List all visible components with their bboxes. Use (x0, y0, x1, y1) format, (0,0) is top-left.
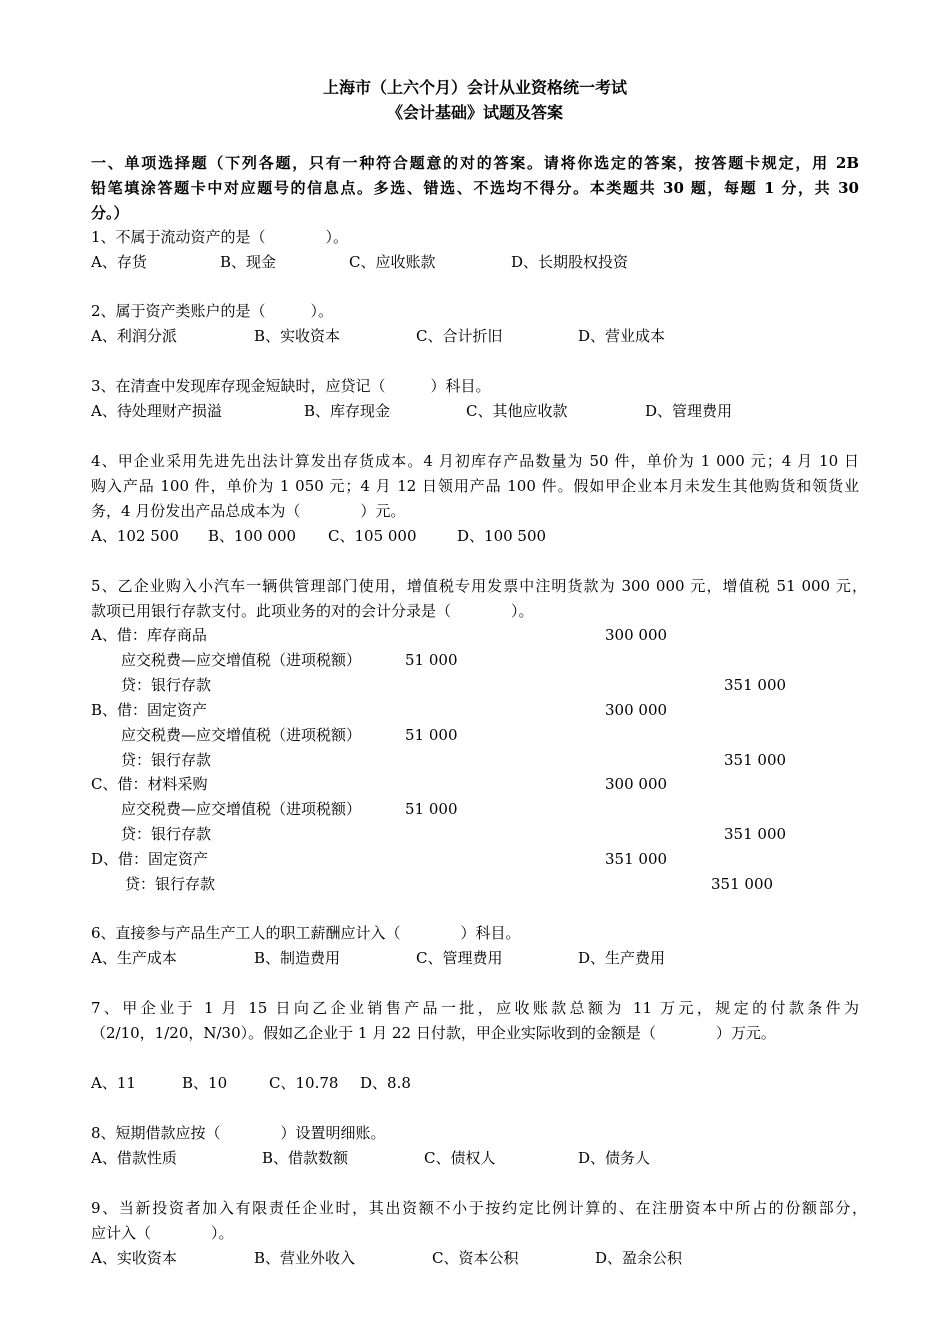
entry-debit-amount: 300 000 (605, 626, 668, 644)
option-c: C、其他应收款 (466, 402, 568, 420)
entry-credit-amount: 351 000 (724, 825, 787, 843)
question-stem-line: 4、甲企业采用先进先出法计算发出存货成本。4 月初库存产品数量为 50 件，单价为 1 000 元；4 月 10 日 (91, 452, 859, 470)
option-d: D、管理费用 (645, 402, 733, 420)
entry-debit: D、借：固定资产 (91, 850, 209, 868)
entry-debit: B、借：固定资产 (91, 701, 208, 719)
option-a: A、存货 (91, 253, 147, 271)
entry-debit: C、借：材料采购 (91, 775, 208, 793)
option-b: B、10 (182, 1074, 228, 1092)
question-stem: 3、在清查中发现库存现金短缺时，应贷记（ ）科目。 (91, 377, 491, 395)
option-a: A、待处理财产损溢 (91, 402, 222, 420)
entry-debit-tax-amount: 51 000 (405, 651, 458, 669)
option-c: C、10.78 (269, 1074, 339, 1092)
option-b: B、实收资本 (254, 327, 341, 345)
option-a: A、借款性质 (91, 1149, 177, 1167)
option-a: A、11 (91, 1074, 136, 1092)
option-c: C、应收账款 (349, 253, 436, 271)
option-b: B、营业外收入 (254, 1249, 356, 1267)
question-stem: 8、短期借款应按（ ）设置明细账。 (91, 1124, 386, 1142)
question-stem-line: 5、乙企业购入小汽车一辆供管理部门使用，增值税专用发票中注明货款为 300 000 元，增值税 51 000 元， (91, 577, 867, 595)
section-intro-line: 铅笔填涂答题卡中对应题号的信息点。多选、错选、不选均不得分。本类题共 30 题，每题 1 分，共 30 (91, 179, 859, 197)
option-c: C、管理费用 (416, 949, 503, 967)
section-intro-line: 一、单项选择题（下列各题，只有一种符合题意的对的答案。请将你选定的答案，按答题卡规定，用 2B (91, 154, 859, 172)
option-b: B、制造费用 (254, 949, 341, 967)
option-d: D、盈余公积 (595, 1249, 683, 1267)
question-stem-line: 9、当新投资者加入有限责任企业时，其出资额不小于按约定比例计算的、在注册资本中所占的份额部分， (91, 1199, 867, 1217)
question-stem-line: 款项已用银行存款支付。此项业务的对的会计分录是（ ）。 (91, 602, 534, 620)
entry-debit-tax-amount: 51 000 (405, 800, 458, 818)
question-stem-line: 购入产品 100 件，单价为 1 050 元；4 月 12 日领用产品 100 件。假如甲企业本月未发生其他购货和领货业 (91, 477, 859, 495)
option-c: C、105 000 (328, 527, 417, 545)
option-c: C、债权人 (424, 1149, 496, 1167)
option-d: D、营业成本 (578, 327, 666, 345)
question-stem: 1、不属于流动资产的是（ ）。 (91, 228, 349, 246)
question-stem-line: 应计入（ ）。 (91, 1224, 234, 1242)
page-subtitle: 《会计基础》试题及答案 (386, 103, 563, 122)
option-d: D、100 500 (457, 527, 547, 545)
entry-debit-amount: 351 000 (605, 850, 668, 868)
option-d: D、长期股权投资 (511, 253, 629, 271)
entry-credit-amount: 351 000 (724, 676, 787, 694)
option-c: C、资本公积 (432, 1249, 519, 1267)
entry-debit: A、借：库存商品 (91, 626, 207, 644)
entry-credit: 贷：银行存款 (125, 875, 216, 893)
question-stem: 2、属于资产类账户的是（ ）。 (91, 302, 334, 320)
option-b: B、100 000 (208, 527, 297, 545)
entry-debit-tax: 应交税费—应交增值税（进项税额） (121, 800, 362, 818)
section-intro-line: 分。） (91, 204, 129, 222)
option-c: C、合计折旧 (416, 327, 503, 345)
option-a: A、生产成本 (91, 949, 177, 967)
entry-debit-amount: 300 000 (605, 701, 668, 719)
entry-credit-amount: 351 000 (724, 751, 787, 769)
page-title: 上海市（上六个月）会计从业资格统一考试 (322, 78, 627, 97)
entry-credit: 贷：银行存款 (121, 825, 212, 843)
option-d: D、生产费用 (578, 949, 666, 967)
entry-credit: 贷：银行存款 (121, 676, 212, 694)
option-d: D、8.8 (360, 1074, 411, 1092)
question-stem-line: 务，4 月份发出产品总成本为（ ）元。 (91, 502, 406, 520)
option-a: A、实收资本 (91, 1249, 177, 1267)
entry-debit-tax: 应交税费—应交增值税（进项税额） (121, 651, 362, 669)
option-b: B、借款数额 (262, 1149, 349, 1167)
option-a: A、102 500 (91, 527, 179, 545)
question-stem-line: （2/10，1/20，N/30）。假如乙企业于 1 月 22 日付款，甲企业实际收到的金额是（ ）万元。 (91, 1024, 776, 1042)
option-a: A、利润分派 (91, 327, 177, 345)
entry-credit: 贷：银行存款 (121, 751, 212, 769)
option-b: B、现金 (220, 253, 277, 271)
entry-debit-amount: 300 000 (605, 775, 668, 793)
entry-debit-tax-amount: 51 000 (405, 726, 458, 744)
option-b: B、库存现金 (304, 402, 391, 420)
entry-debit-tax: 应交税费—应交增值税（进项税额） (121, 726, 362, 744)
entry-credit-amount: 351 000 (711, 875, 774, 893)
question-stem-line: 7、甲企业于 1 月 15 日向乙企业销售产品一批，应收账款总额为 11 万元，规定的付款条件为 (91, 999, 859, 1017)
option-d: D、债务人 (578, 1149, 651, 1167)
question-stem: 6、直接参与产品生产工人的职工薪酬应计入（ ）科目。 (91, 924, 521, 942)
